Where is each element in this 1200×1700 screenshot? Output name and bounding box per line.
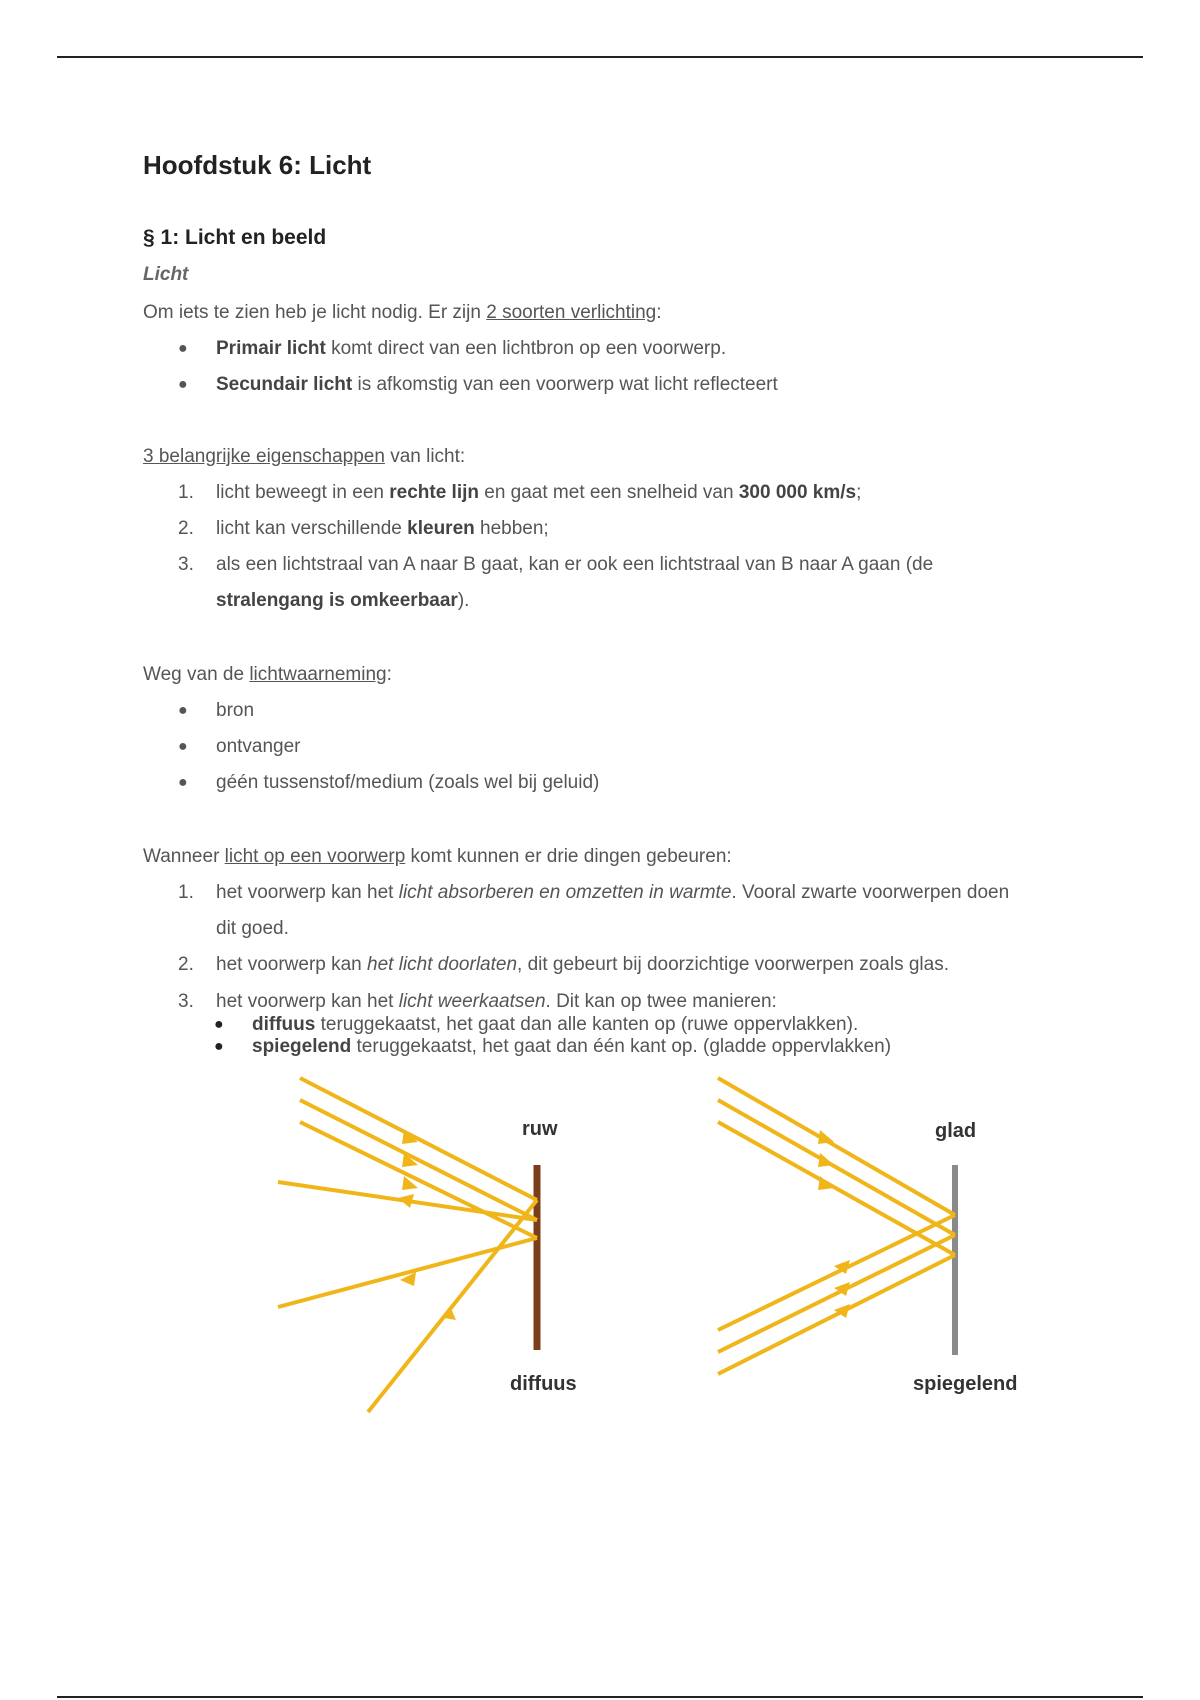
list-number: 3.	[178, 554, 194, 575]
bullet-icon: ●	[178, 774, 188, 791]
item-text: als een lichtstraal van A naar B gaat, kan er ook een lichtstraal van B naar A gaan (de	[216, 554, 934, 575]
item-text: het voorwerp kan het	[216, 991, 399, 1012]
item-text: ;	[856, 482, 862, 503]
lighting-types-link: 2 soorten verlichting	[486, 302, 657, 323]
specular-reflection-figure	[718, 1078, 1017, 1395]
arrowhead-icon	[818, 1153, 834, 1167]
reflection-diagram	[270, 1070, 1030, 1420]
sub-list-item	[252, 1036, 891, 1058]
item-text: ).	[457, 590, 470, 611]
specular-text: teruggekaatst, het gaat dan één kant op. (gladde oppervlakken)	[351, 1036, 892, 1057]
primary-light-term: Primair licht	[216, 338, 326, 359]
diffuse-reflection-figure	[278, 1078, 577, 1412]
list-number: 1.	[178, 882, 194, 903]
item-text: hebben;	[474, 518, 549, 539]
bullet-icon: ●	[178, 702, 188, 719]
bullet-icon: ●	[214, 1038, 224, 1055]
intro-suffix: :	[656, 302, 662, 323]
page-title: Hoofdstuk 6: Licht	[143, 150, 372, 180]
item-text: . Dit kan op twee manieren:	[545, 991, 777, 1012]
item-bold: stralengang is omkeerbaar	[216, 590, 458, 611]
list-item: géén tussenstof/medium (zoals wel bij geluid)	[216, 772, 600, 793]
bullet-icon: ●	[178, 340, 188, 357]
list-number: 2.	[178, 518, 194, 539]
diffuse-text: teruggekaatst, het gaat dan alle kanten op (ruwe oppervlakken).	[315, 1014, 859, 1035]
incoming-ray	[718, 1078, 955, 1215]
list-item-continuation: dit goed.	[216, 918, 289, 939]
item-bold: 300 000 km/s	[738, 482, 857, 503]
list-item	[216, 882, 1009, 904]
section-heading: § 1: Licht en beeld	[143, 226, 327, 249]
interaction-paragraph	[143, 846, 732, 868]
list-item: bron	[216, 700, 255, 721]
arrowhead-icon	[818, 1176, 834, 1190]
list-number: 1.	[178, 482, 194, 503]
item-bold: kleuren	[407, 518, 475, 539]
sub-list-item	[252, 1014, 858, 1036]
bullet-icon: ●	[214, 1016, 224, 1033]
bullet-icon: ●	[178, 738, 188, 755]
item-text: en gaat met een snelheid van	[478, 482, 739, 503]
list-item	[216, 518, 549, 540]
primary-light-text: komt direct van een lichtbron op een voorwerp.	[325, 338, 727, 359]
bottom-rule	[57, 1696, 1143, 1698]
list-item	[216, 374, 778, 396]
intro-paragraph	[143, 302, 662, 324]
list-item	[216, 954, 949, 976]
item-text: , dit gebeurt bij doorzichtige voorwerpen zoals glas.	[517, 954, 949, 975]
smooth-label: glad	[935, 1120, 977, 1142]
specular-label: spiegelend	[913, 1373, 1018, 1395]
item-italic: het licht doorlaten	[367, 954, 518, 975]
secondary-light-term: Secundair licht	[216, 374, 353, 395]
perception-link: lichtwaarneming	[249, 664, 387, 685]
incoming-ray	[718, 1100, 955, 1235]
item-bold: rechte lijn	[389, 482, 479, 503]
item-text: het voorwerp kan	[216, 954, 368, 975]
interaction-suffix: komt kunnen er drie dingen gebeuren:	[405, 846, 732, 867]
list-item: ontvanger	[216, 736, 301, 757]
bullet-icon: ●	[178, 376, 188, 393]
intro-text: Om iets te zien heb je licht nodig. Er zijn	[143, 302, 487, 323]
list-number: 2.	[178, 954, 194, 975]
item-text: . Vooral zwarte voorwerpen doen	[731, 882, 1010, 903]
diffuse-term: diffuus	[252, 1014, 316, 1035]
incoming-ray	[718, 1122, 955, 1255]
interaction-text: Wanneer	[143, 846, 225, 867]
properties-paragraph	[143, 446, 465, 468]
item-text: licht beweegt in een	[216, 482, 390, 503]
perception-text: Weg van de	[143, 664, 250, 685]
item-text: licht kan verschillende	[216, 518, 408, 539]
top-rule	[57, 56, 1143, 58]
item-italic: licht weerkaatsen	[398, 991, 546, 1012]
rough-label: ruw	[522, 1118, 558, 1140]
specular-term: spiegelend	[252, 1036, 352, 1057]
item-italic: licht absorberen en omzetten in warmte	[398, 882, 732, 903]
secondary-light-text: is afkomstig van een voorwerp wat licht reflecteert	[352, 374, 778, 395]
interaction-link: licht op een voorwerp	[224, 846, 406, 867]
arrowhead-icon	[818, 1130, 834, 1144]
list-item	[216, 482, 861, 504]
perception-paragraph	[143, 664, 392, 686]
diffuse-label: diffuus	[510, 1373, 577, 1395]
subheading: Licht	[143, 264, 189, 285]
list-item	[216, 991, 777, 1013]
reflected-ray	[718, 1235, 955, 1352]
properties-suffix: van licht:	[384, 446, 466, 467]
list-item	[216, 554, 933, 576]
list-item	[216, 338, 726, 360]
list-item-continuation	[216, 590, 469, 612]
list-number: 3.	[178, 991, 194, 1012]
item-text: het voorwerp kan het	[216, 882, 399, 903]
perception-suffix: :	[386, 664, 392, 685]
properties-link: 3 belangrijke eigenschappen	[143, 446, 385, 467]
